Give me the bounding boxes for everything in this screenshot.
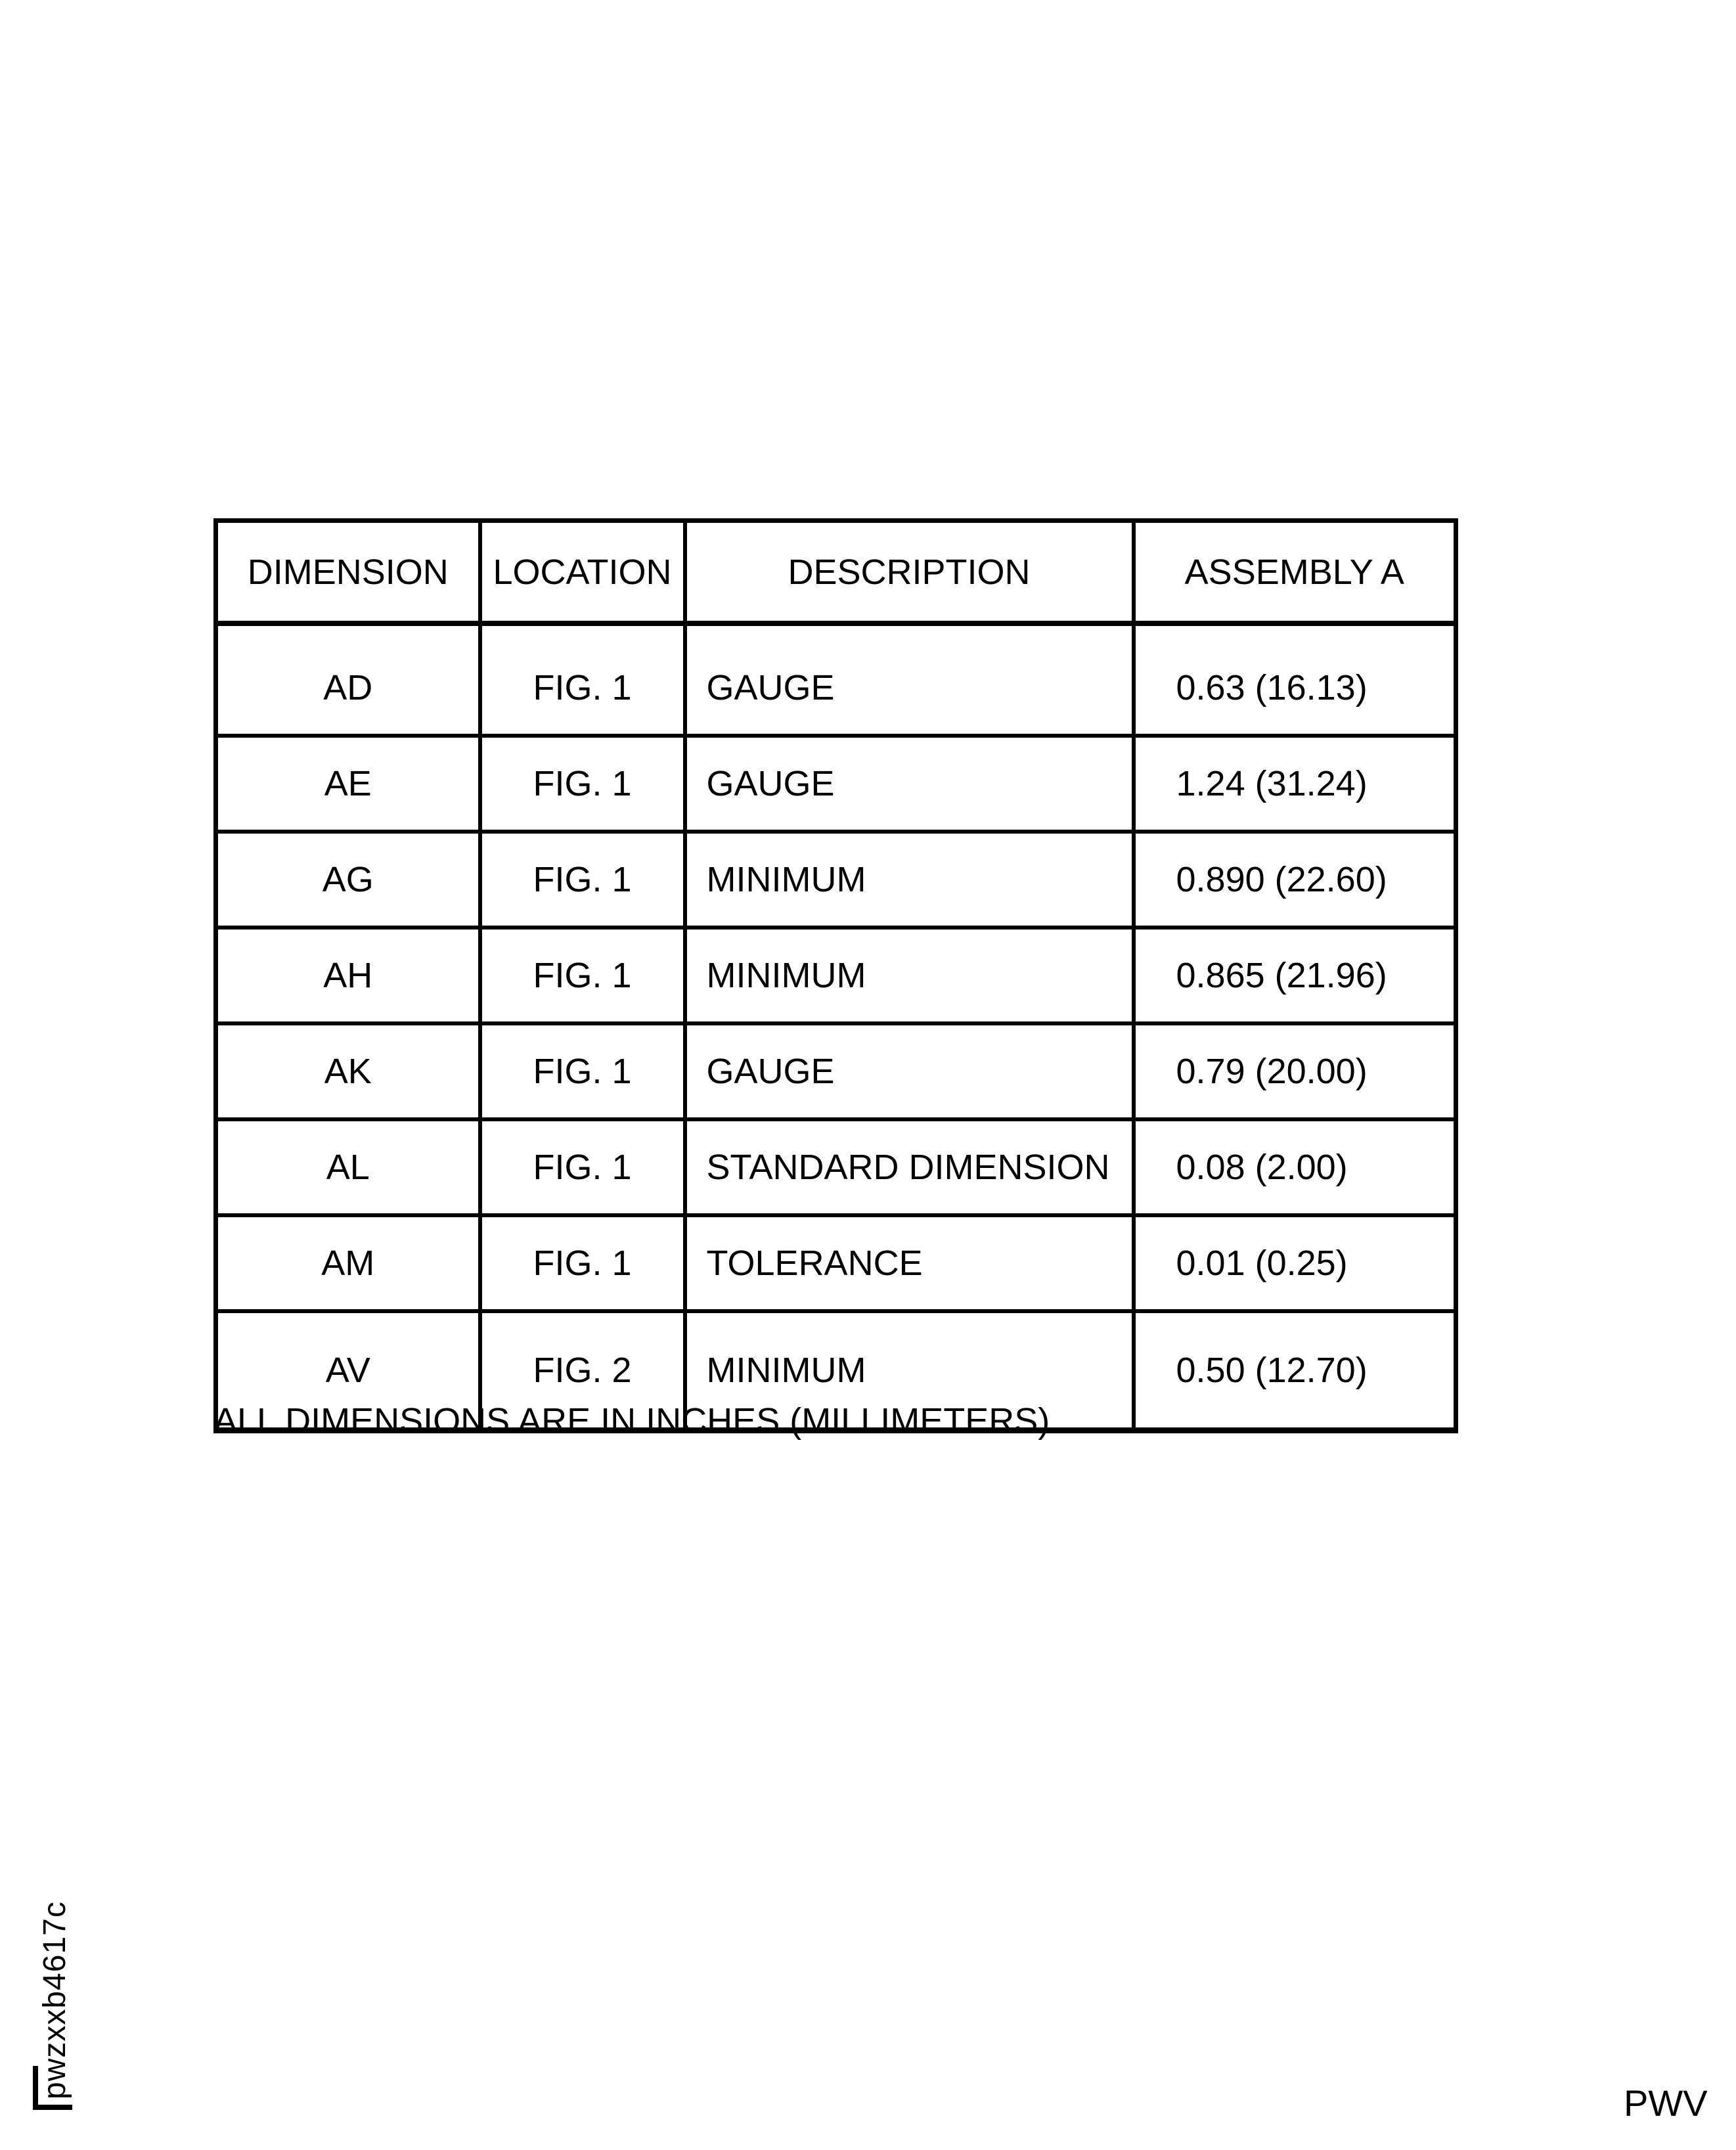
assembly-a-cell: 0.79 (20.00)	[1134, 1023, 1456, 1119]
dimension-cell: AG	[216, 832, 480, 928]
description-cell: GAUGE	[685, 736, 1134, 832]
location-cell: FIG. 1	[480, 832, 685, 928]
table-row	[216, 1119, 1456, 1215]
location-cell: FIG. 1	[480, 1215, 685, 1311]
description-cell: GAUGE	[685, 1023, 1134, 1119]
table-header-row	[216, 521, 1456, 624]
location-cell: FIG. 1	[480, 736, 685, 832]
units-footnote: ALL DIMENSIONS ARE IN INCHES (MILLIMETERS).	[213, 1401, 1060, 1441]
description-cell: GAUGE	[685, 623, 1134, 736]
page-mark-pwv: PWV	[1624, 2082, 1708, 2124]
table-row	[216, 736, 1456, 832]
location-cell: FIG. 1	[480, 1023, 685, 1119]
column-header-dimension: DIMENSION	[216, 521, 480, 624]
table-row	[216, 1215, 1456, 1311]
dimension-cell: AH	[216, 928, 480, 1023]
column-header-assembly-a: ASSEMBLY A	[1134, 521, 1456, 624]
assembly-a-cell: 0.63 (16.13)	[1134, 623, 1456, 736]
assembly-a-cell: 0.890 (22.60)	[1134, 832, 1456, 928]
table-row	[216, 832, 1456, 928]
dimension-cell: AE	[216, 736, 480, 832]
dimension-cell: AV	[216, 1311, 480, 1431]
column-header-location: LOCATION	[480, 521, 685, 624]
table-row	[216, 928, 1456, 1023]
table-body	[216, 623, 1456, 1431]
assembly-a-cell: 0.865 (21.96)	[1134, 928, 1456, 1023]
assembly-a-cell: 0.08 (2.00)	[1134, 1119, 1456, 1215]
location-cell: FIG. 1	[480, 928, 685, 1023]
column-header-description: DESCRIPTION	[685, 521, 1134, 624]
table-row	[216, 623, 1456, 736]
assembly-a-cell: 1.24 (31.24)	[1134, 736, 1456, 832]
description-cell: MINIMUM	[685, 928, 1134, 1023]
dimension-cell: AD	[216, 623, 480, 736]
assembly-a-cell: 0.01 (0.25)	[1134, 1215, 1456, 1311]
location-cell: FIG. 2	[480, 1311, 685, 1431]
location-cell: FIG. 1	[480, 1119, 685, 1215]
location-cell: FIG. 1	[480, 623, 685, 736]
dimension-cell: AL	[216, 1119, 480, 1215]
sidebar-code: pwzxxb4617c	[37, 1901, 72, 2099]
table-row	[216, 1023, 1456, 1119]
assembly-a-cell: 0.50 (12.70)	[1134, 1311, 1456, 1431]
description-cell: MINIMUM	[685, 1311, 1134, 1431]
description-cell: STANDARD DIMENSION	[685, 1119, 1134, 1215]
dimension-cell: AK	[216, 1023, 480, 1119]
description-cell: MINIMUM	[685, 832, 1134, 928]
dimension-cell: AM	[216, 1215, 480, 1311]
dimension-table	[213, 518, 1458, 1433]
description-cell: TOLERANCE	[685, 1215, 1134, 1311]
